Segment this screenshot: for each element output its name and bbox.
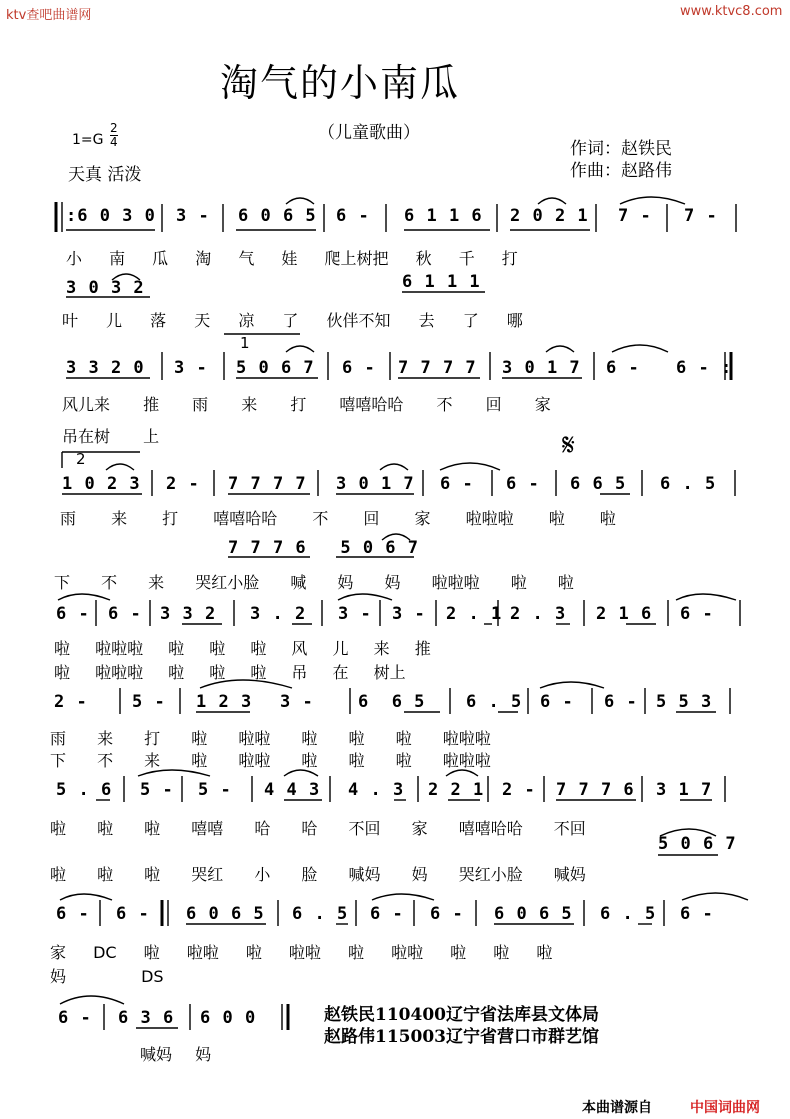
song-title: 淘气的小南瓜 bbox=[220, 61, 461, 105]
key-signature: 1=G bbox=[72, 132, 104, 148]
lyric-row-4: 雨 来 打 嘻嘻哈哈 不 回 家 啦啦啦 啦 啦 bbox=[60, 509, 616, 528]
segno-sign: 𝄋 bbox=[562, 428, 575, 463]
composer-credit: 作曲：赵路伟 bbox=[570, 161, 672, 181]
lyric-row-10b: 妈 DS bbox=[50, 967, 164, 986]
watermark-left: ktv查吧曲谱网 bbox=[6, 8, 92, 23]
lyricist-credit: 作词：赵铁民 bbox=[570, 139, 672, 159]
volta-2: 2 bbox=[76, 450, 86, 468]
lyric-row-6b: 啦 啦啦啦 啦 啦 啦 吊 在 树上 bbox=[54, 663, 406, 682]
lyric-row-11: 喊妈 妈 bbox=[140, 1045, 212, 1064]
notation-row-2a: 3 0 3 2 bbox=[66, 278, 145, 298]
lyric-row-6: 啦 啦啦啦 啦 啦 啦 风 儿 来 推 bbox=[54, 639, 431, 658]
notation-row-5: 7 7 7 6 5 0 6 7 bbox=[228, 538, 419, 558]
footer-site-link[interactable]: 中国词曲网 bbox=[690, 1100, 760, 1116]
watermark-right: www.ktvc8.com bbox=[680, 4, 783, 19]
lyric-row-3b: 吊在树 上 bbox=[62, 427, 160, 446]
lyric-row-10: 家 DC 啦 啦啦 啦 啦啦 啦 啦啦 啦 啦 啦 bbox=[50, 943, 553, 962]
lyric-row-5: 下 不 来 哭红小脸 喊 妈 妈 啦啦啦 啦 啦 bbox=[54, 573, 574, 592]
lyric-row-3: 风儿来 推 雨 来 打 嘻嘻哈哈 不 回 家 bbox=[62, 395, 551, 414]
contact-composer: 赵路伟115003辽宁省营口市群艺馆 bbox=[324, 1027, 599, 1047]
notation-row-2b: 6 1 1 1 bbox=[402, 272, 481, 292]
lyric-row-1: 小 南 瓜 淘 气 娃 爬上树把 秋 千 打 bbox=[66, 249, 518, 268]
footer-source-label: 本曲谱源自 bbox=[582, 1100, 652, 1116]
contact-lyricist: 赵铁民110400辽宁省法库县文体局 bbox=[324, 1005, 599, 1025]
lyric-row-7b: 下 不 来 啦 啦啦 啦 啦 啦 啦啦啦 bbox=[50, 751, 491, 770]
time-sig-top: 2 bbox=[110, 121, 118, 135]
tempo-marking: 天真 活泼 bbox=[68, 165, 142, 185]
time-sig-bottom: 4 bbox=[110, 135, 118, 149]
volta-1: 1 bbox=[240, 334, 250, 352]
lyric-row-8: 啦 啦 啦 嘻嘻 哈 哈 不回 家 嘻嘻哈哈 不回 bbox=[50, 819, 586, 838]
notation-row-8-extra: 5 0 6 7 bbox=[658, 834, 737, 854]
lyric-row-7: 雨 来 打 啦 啦啦 啦 啦 啦 啦啦啦 bbox=[50, 729, 491, 748]
lyric-row-9: 啦 啦 啦 哭红 小 脸 喊妈 妈 哭红小脸 喊妈 bbox=[50, 865, 586, 884]
lyric-row-2: 叶 儿 落 天 凉 了 伙伴不知 去 了 哪 bbox=[62, 311, 523, 330]
song-subtitle: （儿童歌曲） bbox=[318, 123, 420, 143]
